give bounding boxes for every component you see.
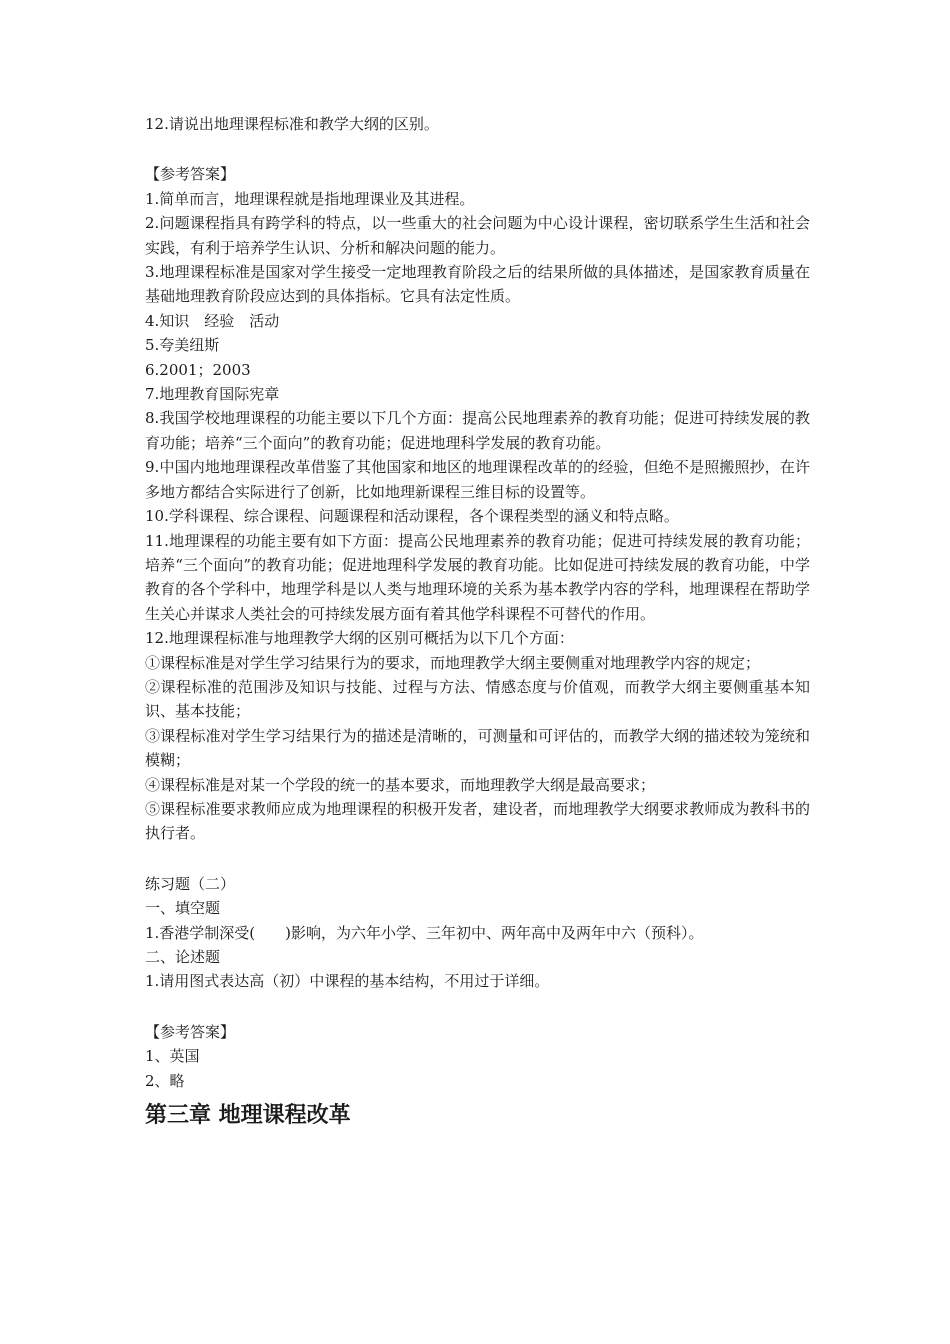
answers-heading: 【参考答案】 [145,165,236,184]
section-fill-heading: 一、填空题 [145,899,221,918]
spacer [145,994,810,1020]
answer-item: 8.我国学校地理课程的功能主要以下几个方面：提高公民地理素养的教育功能；促进可持续发展的教育功能；培养“三个面向”的教育功能；促进地理科学发展的教育功能。 [145,409,810,452]
spacer [145,846,810,872]
answer-item: ③课程标准对学生学习结果行为的描述是清晰的，可测量和可评估的，而教学大纲的描述较为笼统和模糊； [145,726,810,770]
answer-item: 1、英国 [145,1047,200,1066]
section-essay-heading: 二、论述题 [145,948,221,966]
answer-item: ①课程标准是对学生学习结果行为的要求，而地理教学大纲主要侧重对地理教学内容的规定； [145,653,761,672]
answer-item: 3.地理课程标准是国家对学生接受一定地理教育阶段之后的结果所做的具体描述，是国家教育质量在基础地理教育阶段应达到的具体指标。它具有法定性质。 [145,263,810,306]
answer-item: 11.地理课程的功能主要有如下方面：提高公民地理素养的教育功能；促进可持续发展的教育功能；培养“三个面向”的教育功能；促进地理科学发展的教育功能。比如促进可持续发展的教育功能，中学教育的各个学科中，地理学科是以人类与地理环境的关系为基本教学内容的学科，地理课程在帮助学生关心并谋求人类社会的可持续发展方面有着其他学科课程不可替代的作用。 [145,531,810,623]
answers-heading: 【参考答案】 [145,1022,236,1041]
answer-item: 6.2001；2003 [145,360,251,379]
question-12: 12.请说出地理课程标准和教学大纲的区别。 [145,115,439,133]
answer-item: ②课程标准的范围涉及知识与技能、过程与方法、情感态度与价值观，而教学大纲主要侧重基本知识、基本技能； [145,677,810,721]
answer-item: 7.地理教育国际宪章 [145,385,280,404]
document-page [145,112,810,1135]
answer-item: 10.学科课程、综合课程、问题课程和活动课程，各个课程类型的涵义和特点略。 [145,507,679,526]
fill-question-1: 1.香港学制深受( )影响，为六年小学、三年初中、两年高中及两年中六（预科）。 [145,923,704,942]
answer-item: ④课程标准是对某一个学段的统一的基本要求，而地理教学大纲是最高要求； [145,775,656,794]
exercise-title: 练习题（二） [145,874,236,893]
answer-item: 2、略 [145,1071,185,1090]
answer-item: 1.简单而言，地理课程就是指地理课业及其进程。 [145,189,475,208]
answer-item: 4.知识 经验 活动 [145,311,280,330]
essay-question-1: 1.请用图式表达高（初）中课程的基本结构，不用过于详细。 [145,972,550,991]
answer-list [145,1044,810,1093]
answer-item: 9.中国内地地理课程改革借鉴了其他国家和地区的地理课程改革的的经验，但绝不是照搬照抄，在许多地方都结合实际进行了创新，比如地理新课程三维目标的设置等。 [145,458,810,501]
answer-item: ⑤课程标准要求教师应成为地理课程的积极开发者，建设者，而地理教学大纲要求教师成为教科书的执行者。 [145,799,810,843]
answer-item: 12.地理课程标准与地理教学大纲的区别可概括为以下几个方面： [145,629,574,648]
answer-item: 5.夸美纽斯 [145,336,220,355]
spacer [145,136,810,162]
answer-list [145,187,810,846]
answer-item: 2.问题课程指具有跨学科的特点，以一些重大的社会问题为中心设计课程，密切联系学生生活和社会实践，有利于培养学生认识、分析和解决问题的能力。 [145,214,810,257]
chapter-title: 第三章 地理课程改革 [145,1102,351,1129]
